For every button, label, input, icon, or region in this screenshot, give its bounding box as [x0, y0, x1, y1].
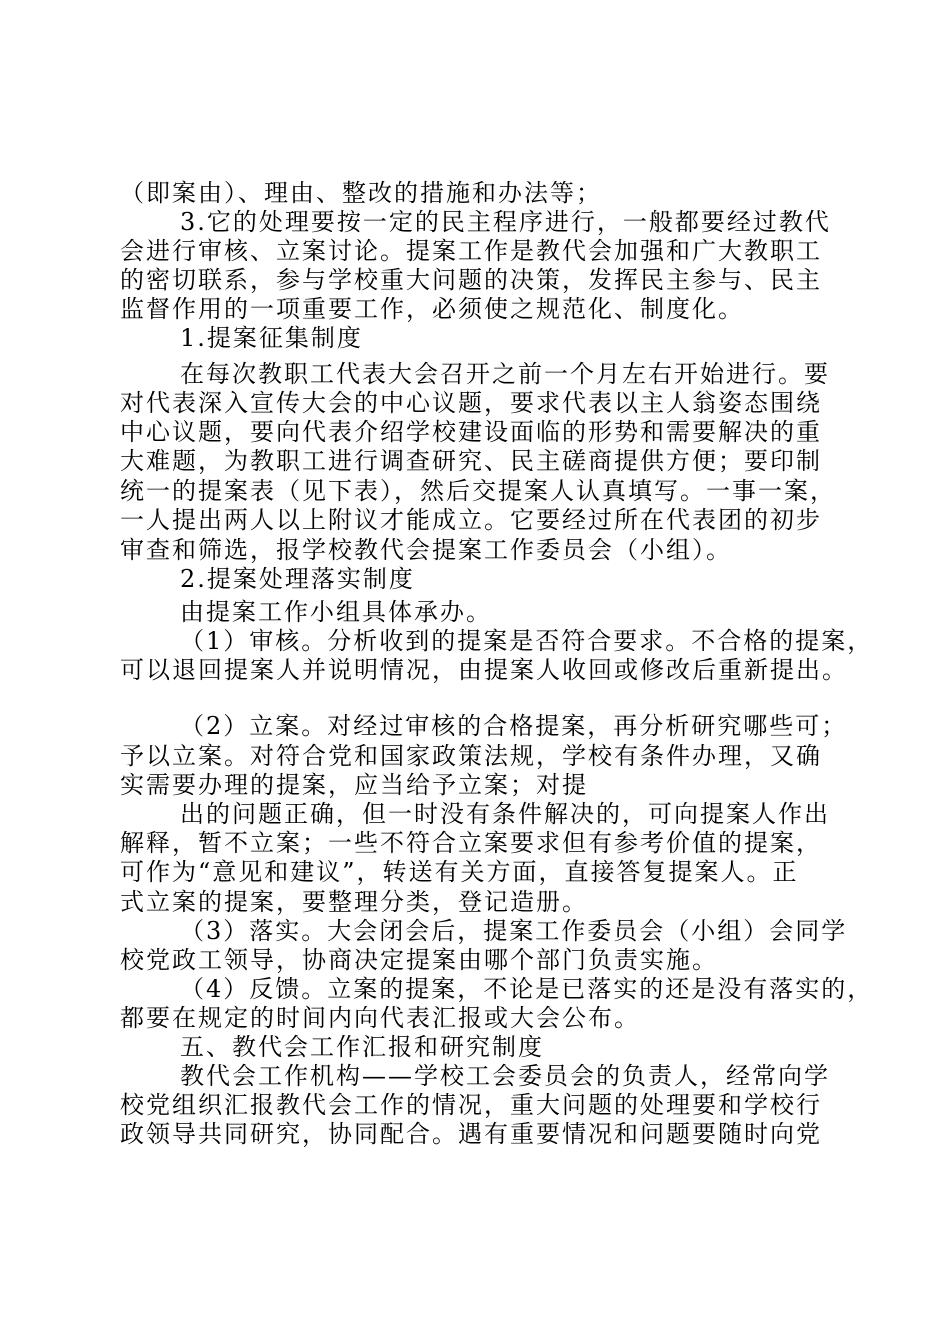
- text-line: 式立案的提案，要整理分类，登记造册。: [120, 888, 588, 916]
- text-line: 统一的提案表（见下表），然后交提案人认真填写。一事一案，: [120, 477, 836, 505]
- text-line: （4）反馈。立案的提案，不论是已落实的还是没有落实的，: [180, 975, 874, 1003]
- text-line: 会进行审核、立案讨论。提案工作是教代会加强和广大教职工: [120, 237, 822, 265]
- text-line: （2）立案。对经过审核的合格提案，再分析研究哪些可；: [180, 712, 848, 740]
- text-line: 予以立案。对符合党和国家政策法规，学校有条件办理，又确: [120, 742, 822, 770]
- text-line: 中心议题，要向代表介绍学校建设面临的形势和需要解决的重: [120, 418, 822, 446]
- text-line: 教代会工作机构——学校工会委员会的负责人，经常向学: [180, 1062, 830, 1090]
- text-line: 出的问题正确，但一时没有条件解决的，可向提案人作出: [180, 800, 830, 828]
- text-line: 可以退回提案人并说明情况，由提案人收回或修改后重新提出。: [120, 656, 848, 684]
- text-line: 实需要办理的提案，应当给予立案；对提: [120, 771, 588, 799]
- section-heading: 2.提案处理落实制度: [180, 565, 415, 593]
- text-line: 3.它的处理要按一定的民主程序进行，一般都要经过教代: [180, 208, 831, 236]
- text-line: 在每次教职工代表大会召开之前一个月左右开始进行。要: [180, 360, 830, 388]
- text-line: 一人提出两人以上附议才能成立。它要经过所在代表团的初步: [120, 506, 822, 534]
- text-line: （即案由）、理由、整改的措施和办法等；: [120, 179, 602, 207]
- text-line: 都要在规定的时间内向代表汇报或大会公布。: [120, 1004, 640, 1032]
- text-line: （3）落实。大会闭会后，提案工作委员会（小组）会同学: [180, 917, 848, 945]
- text-line: 的密切联系，参与学校重大问题的决策，发挥民主参与、民主: [120, 266, 822, 294]
- text-line: 监督作用的一项重要工作，必须使之规范化、制度化。: [120, 295, 744, 323]
- text-line: 由提案工作小组具体承办。: [180, 598, 492, 626]
- text-line: 解释，暂不立案；一些不符合立案要求但有参考价值的提案，: [120, 829, 822, 857]
- text-line: 审查和筛选，报学校教代会提案工作委员会（小组）。: [120, 536, 732, 564]
- text-line: 对代表深入宣传大会的中心议题，要求代表以主人翁姿态围绕: [120, 389, 822, 417]
- section-heading: 1.提案征集制度: [180, 324, 363, 352]
- text-line: 政领导共同研究，协同配合。遇有重要情况和问题要随时向党: [120, 1120, 822, 1148]
- section-heading: 五、教代会工作汇报和研究制度: [180, 1033, 544, 1061]
- text-line: 校党组织汇报教代会工作的情况，重大问题的处理要和学校行: [120, 1091, 822, 1119]
- text-line: 校党政工领导，协商决定提案由哪个部门负责实施。: [120, 946, 718, 974]
- text-line: 可作为“意见和建议”，转送有关方面，直接答复提案人。正: [120, 858, 799, 886]
- text-line: 大难题，为教职工进行调查研究、民主磋商提供方便；要印制: [120, 447, 822, 475]
- text-line: （1）审核。分析收到的提案是否符合要求。不合格的提案，: [180, 627, 874, 655]
